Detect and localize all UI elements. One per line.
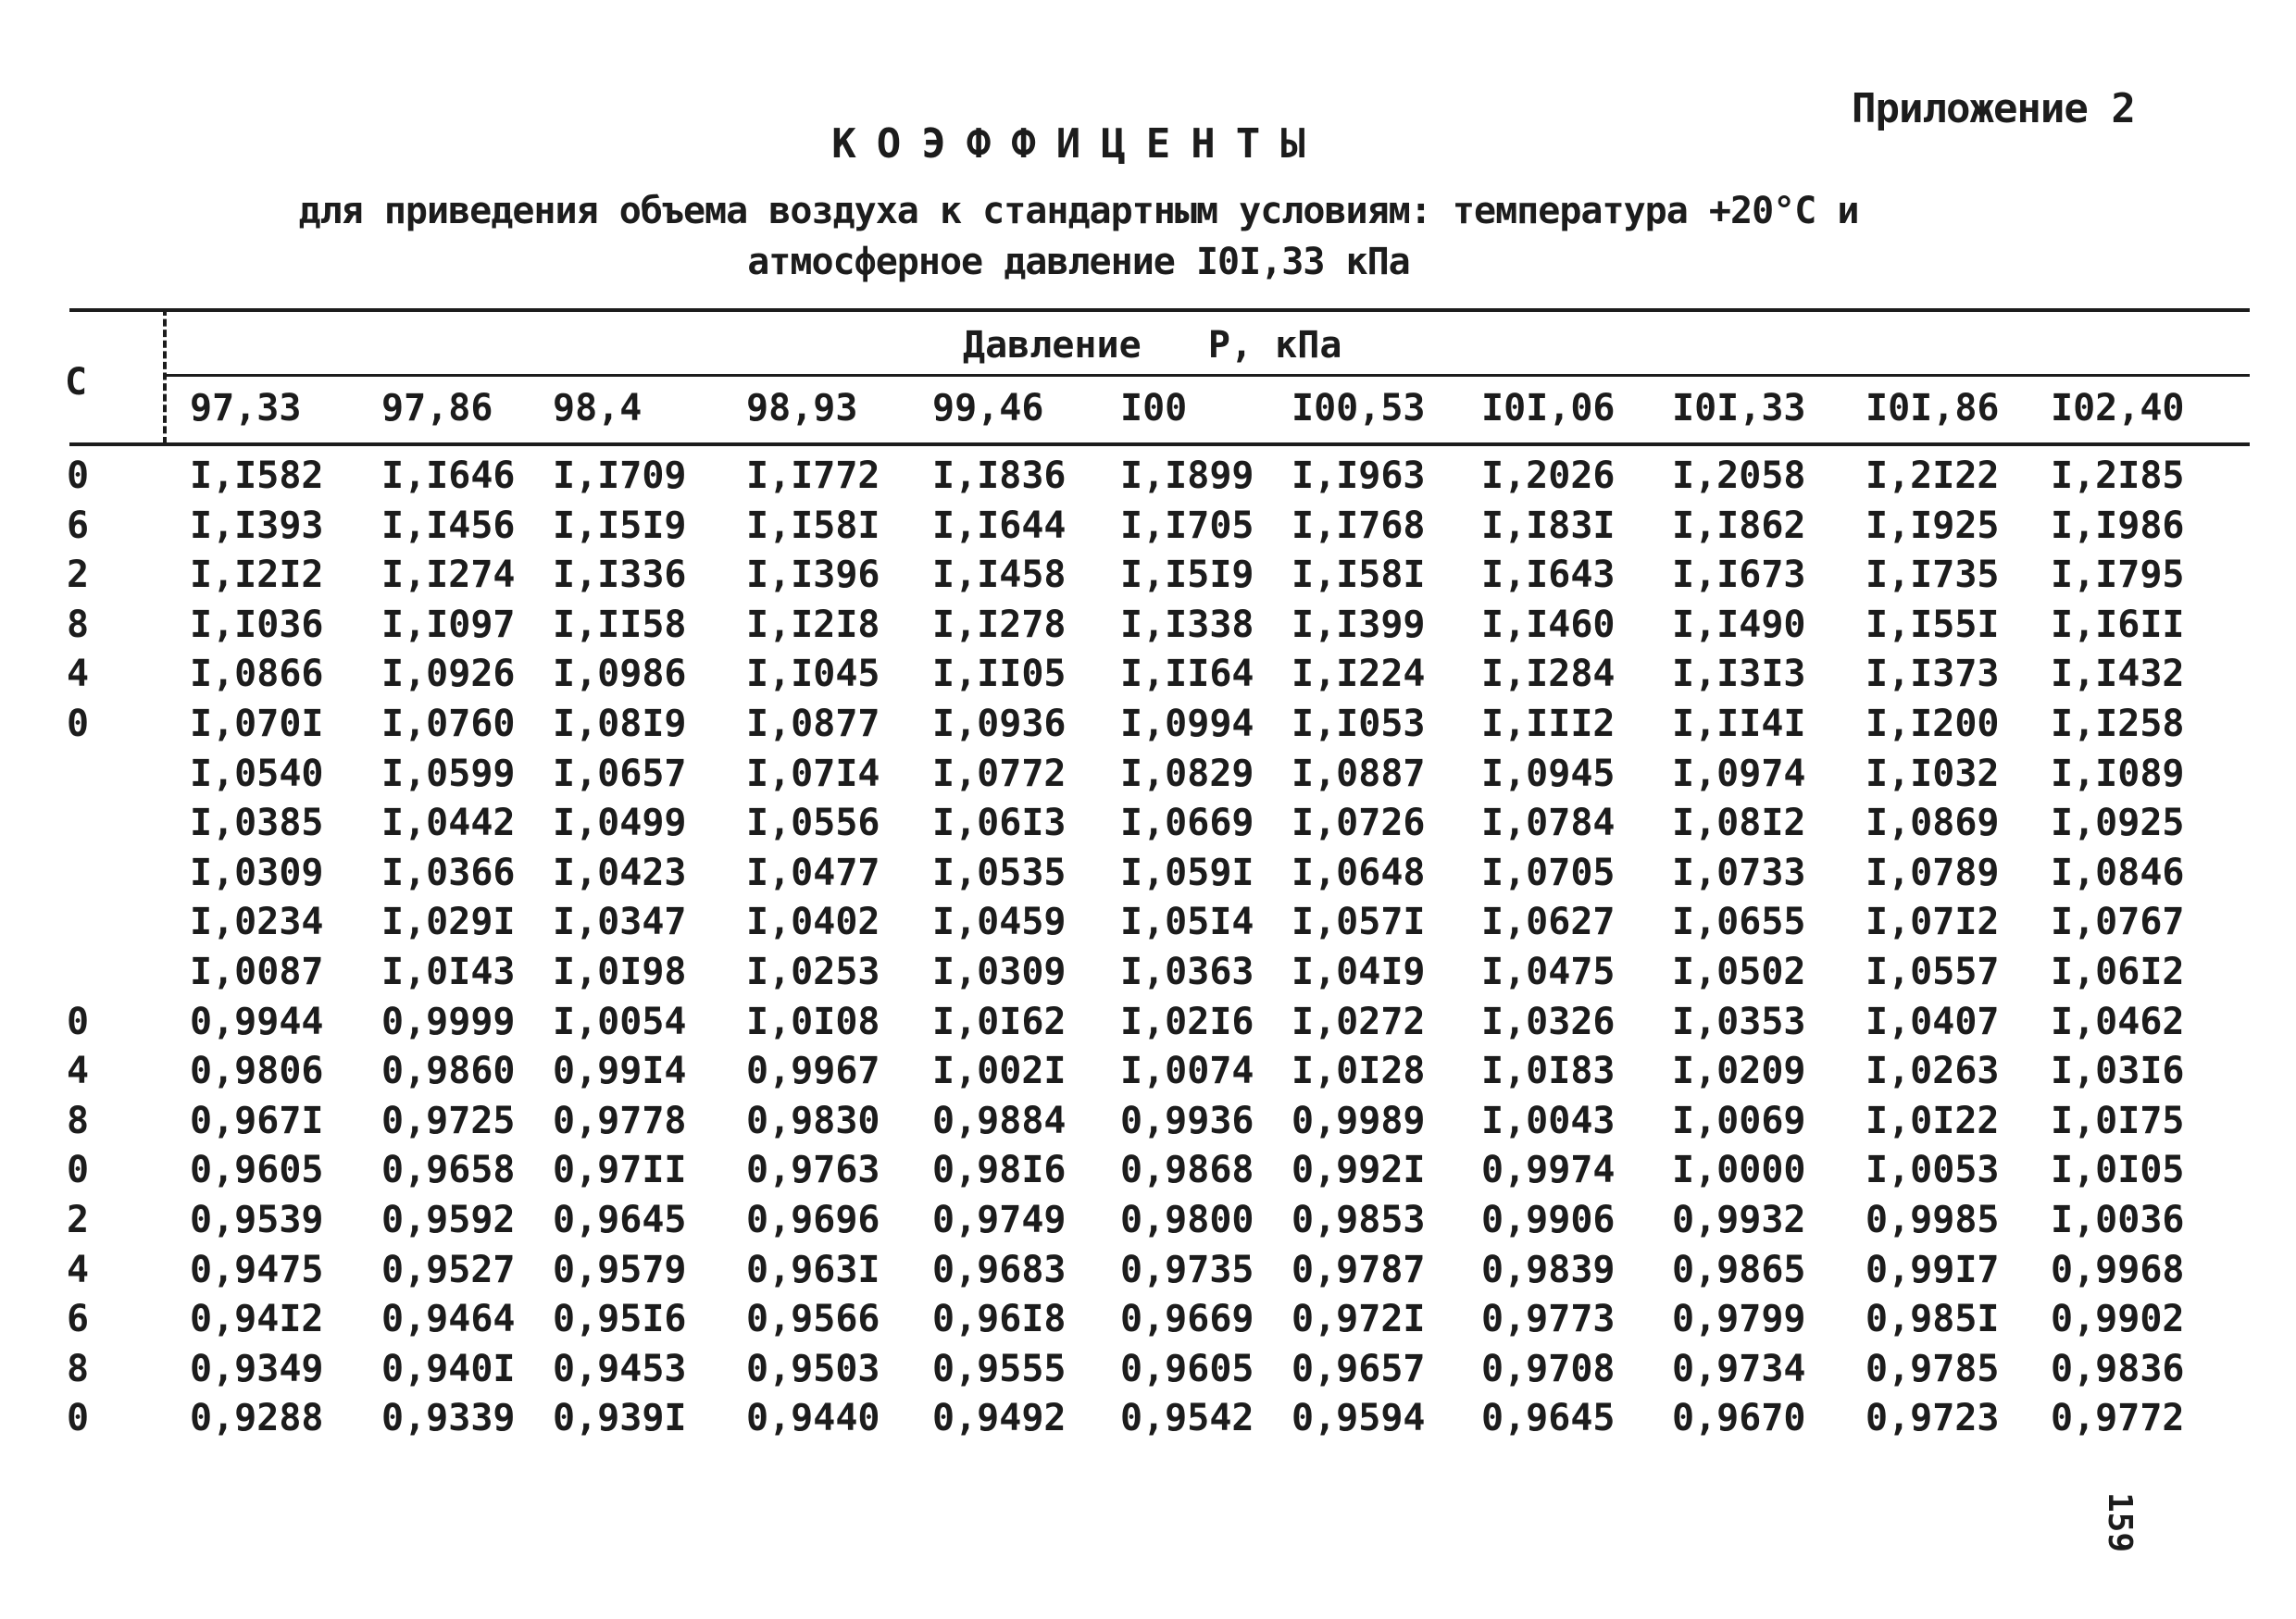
table-cell: I,I393	[190, 504, 324, 547]
table-cell: 0,95I6	[553, 1298, 687, 1341]
table-cell: I,0I98	[553, 951, 687, 993]
table-cell: 0,9645	[1481, 1397, 1616, 1440]
table-cell: I,0087	[190, 951, 324, 993]
table-cell: 0,9749	[932, 1199, 1067, 1241]
table-cell: I,0353	[1672, 1000, 1806, 1043]
table-cell: I,I458	[932, 554, 1067, 597]
column-header: 97,86	[381, 387, 493, 430]
table-cell: 0,9658	[381, 1149, 516, 1192]
table-cell: I,0829	[1120, 752, 1254, 795]
row-temperature-label: 2	[67, 554, 90, 597]
table-cell: I,2058	[1672, 455, 1806, 497]
row-temperature-label: 0	[67, 1149, 90, 1192]
table-cell: 0,9669	[1120, 1298, 1254, 1341]
table-cell: I,I089	[2051, 752, 2185, 795]
table-cell: I,0385	[190, 802, 324, 845]
table-cell: 0,9723	[1866, 1397, 2000, 1440]
table-cell: I,0I43	[381, 951, 516, 993]
table-cell: I,2I22	[1866, 455, 2000, 497]
table-cell: 0,9605	[1120, 1347, 1254, 1390]
table-cell: I,0655	[1672, 901, 1806, 944]
table-cell: I,0054	[553, 1000, 687, 1043]
table-cell: I,0366	[381, 851, 516, 894]
table-cell: I,0462	[2051, 1000, 2185, 1043]
table-cell: I,II58	[553, 603, 687, 646]
table-cell: I,0502	[1672, 951, 1806, 993]
page-number: 159	[2101, 1492, 2139, 1553]
table-cell: I,I224	[1292, 653, 1426, 696]
table-cell: I,0309	[932, 951, 1067, 993]
table-cell: 0,9936	[1120, 1099, 1254, 1142]
table-cell: I,02I6	[1120, 1000, 1254, 1043]
table-cell: 0,94I2	[190, 1298, 324, 1341]
row-temperature-label: 8	[67, 603, 90, 646]
table-cell: I,070I	[190, 703, 324, 745]
table-cell: I,I795	[2051, 554, 2185, 597]
table-cell: I,I899	[1120, 455, 1254, 497]
table-mid-rule	[167, 374, 2250, 377]
table-cell: 0,9944	[190, 1000, 324, 1043]
table-cell: I,0627	[1481, 901, 1616, 944]
table-cell: 0,9696	[746, 1199, 880, 1241]
table-cell: 0,9440	[746, 1397, 880, 1440]
table-cell: 0,9542	[1120, 1397, 1254, 1440]
table-cell: I,II4I	[1672, 703, 1806, 745]
table-cell: I,I55I	[1866, 603, 2000, 646]
table-cell: I,0272	[1292, 1000, 1426, 1043]
table-cell: 0,9555	[932, 1347, 1067, 1390]
table-cell: I,0I28	[1292, 1050, 1426, 1093]
table-cell: I,03I6	[2051, 1050, 2185, 1093]
table-cell: I,0423	[553, 851, 687, 894]
table-cell: 0,9968	[2051, 1248, 2185, 1291]
table-cell: I,06I3	[932, 802, 1067, 845]
table-cell: I,I83I	[1481, 504, 1616, 547]
table-cell: I,I735	[1866, 554, 2000, 597]
pressure-group-header: Давление Р, кПа	[963, 324, 1342, 367]
table-cell: I,I432	[2051, 653, 2185, 696]
table-cell: I,I963	[1292, 455, 1426, 497]
table-cell: 0,9785	[1866, 1347, 2000, 1390]
table-cell: 0,9566	[746, 1298, 880, 1341]
table-cell: I,0363	[1120, 951, 1254, 993]
table-cell: I,0925	[2051, 802, 2185, 845]
table-cell: I,0I22	[1866, 1099, 2000, 1142]
table-cell: I,0253	[746, 951, 880, 993]
table-cell: I,0869	[1866, 802, 2000, 845]
table-cell: 0,9800	[1120, 1199, 1254, 1241]
table-cell: I,0459	[932, 901, 1067, 944]
table-cell: I,2026	[1481, 455, 1616, 497]
table-cell: 0,9902	[2051, 1298, 2185, 1341]
table-cell: I,I278	[932, 603, 1067, 646]
table-cell: I,0772	[932, 752, 1067, 795]
row-temperature-label: 0	[67, 1000, 90, 1043]
table-cell: 0,967I	[190, 1099, 324, 1142]
table-cell: I,0866	[190, 653, 324, 696]
table-cell: 0,9288	[190, 1397, 324, 1440]
table-cell: I,I5I9	[553, 504, 687, 547]
table-cell: I,I460	[1481, 603, 1616, 646]
table-cell: I,III2	[1481, 703, 1616, 745]
table-cell: 0,9683	[932, 1248, 1067, 1291]
table-cell: I,0936	[932, 703, 1067, 745]
table-cell: 0,9735	[1120, 1248, 1254, 1291]
table-cell: 0,9932	[1672, 1199, 1806, 1241]
table-cell: 0,9670	[1672, 1397, 1806, 1440]
table-cell: I,07I2	[1866, 901, 2000, 944]
table-cell: I,029I	[381, 901, 516, 944]
table-cell: I,I5I9	[1120, 554, 1254, 597]
table-cell: I,002I	[932, 1050, 1067, 1093]
table-cell: I,0648	[1292, 851, 1426, 894]
table-cell: I,08I2	[1672, 802, 1806, 845]
table-cell: I,I045	[746, 653, 880, 696]
document-title: КОЭФФИЦЕНТЫ	[831, 120, 1326, 168]
table-cell: I,059I	[1120, 851, 1254, 894]
table-cell: 0,9592	[381, 1199, 516, 1241]
table-cell: I,0309	[190, 851, 324, 894]
table-cell: I,057I	[1292, 901, 1426, 944]
table-cell: I,I646	[381, 455, 516, 497]
row-temperature-label: 6	[67, 1298, 90, 1341]
column-header: I00,53	[1292, 387, 1426, 430]
table-cell: 0,9830	[746, 1099, 880, 1142]
table-cell: I,I643	[1481, 554, 1616, 597]
table-cell: I,0657	[553, 752, 687, 795]
table-cell: I,I258	[2051, 703, 2185, 745]
table-cell: I,0877	[746, 703, 880, 745]
table-cell: I,0760	[381, 703, 516, 745]
row-temperature-label: 8	[67, 1099, 90, 1142]
table-cell: I,04I9	[1292, 951, 1426, 993]
table-cell: I,08I9	[553, 703, 687, 745]
row-temperature-label: 2	[67, 1199, 90, 1241]
table-cell: I,0499	[553, 802, 687, 845]
column-header: I02,40	[2051, 387, 2185, 430]
table-cell: I,I986	[2051, 504, 2185, 547]
table-cell: 0,985I	[1866, 1298, 2000, 1341]
table-cell: I,05I4	[1120, 901, 1254, 944]
table-cell: 0,9657	[1292, 1347, 1426, 1390]
table-cell: I,0669	[1120, 802, 1254, 845]
table-cell: I,0986	[553, 653, 687, 696]
table-cell: 0,98I6	[932, 1149, 1067, 1192]
table-cell: I,I2I2	[190, 554, 324, 597]
table-cell: I,07I4	[746, 752, 880, 795]
table-cell: I,0887	[1292, 752, 1426, 795]
table-cell: 0,96I8	[932, 1298, 1067, 1341]
table-cell: I,0477	[746, 851, 880, 894]
table-cell: 0,9763	[746, 1149, 880, 1192]
column-header: I00	[1120, 387, 1188, 430]
table-cell: I,0540	[190, 752, 324, 795]
table-cell: I,0726	[1292, 802, 1426, 845]
table-cell: I,0994	[1120, 703, 1254, 745]
table-cell: 0,9787	[1292, 1248, 1426, 1291]
table-cell: 0,9708	[1481, 1347, 1616, 1390]
table-cell: 0,9799	[1672, 1298, 1806, 1341]
table-cell: I,0069	[1672, 1099, 1806, 1142]
table-cell: I,0234	[190, 901, 324, 944]
table-cell: I,0043	[1481, 1099, 1616, 1142]
table-cell: I,0209	[1672, 1050, 1806, 1093]
table-cell: 0,9475	[190, 1248, 324, 1291]
table-cell: I,I925	[1866, 504, 2000, 547]
row-temperature-label: 4	[67, 653, 90, 696]
table-column-divider	[163, 308, 167, 444]
table-cell: I,0784	[1481, 802, 1616, 845]
table-cell: I,I6II	[2051, 603, 2185, 646]
table-cell: I,0036	[2051, 1199, 2185, 1241]
table-cell: I,I836	[932, 455, 1067, 497]
table-cell: 0,9579	[553, 1248, 687, 1291]
table-cell: 0,9339	[381, 1397, 516, 1440]
table-cell: I,0535	[932, 851, 1067, 894]
table-cell: I,I705	[1120, 504, 1254, 547]
row-temperature-label: 0	[67, 703, 90, 745]
table-cell: I,0I83	[1481, 1050, 1616, 1093]
table-cell: I,0926	[381, 653, 516, 696]
table-cell: 0,99I4	[553, 1050, 687, 1093]
table-cell: 0,9503	[746, 1347, 880, 1390]
table-cell: 0,9349	[190, 1347, 324, 1390]
subtitle-line-2: атмосферное давление I0I,33 кПа	[747, 241, 1410, 283]
table-cell: 0,9884	[932, 1099, 1067, 1142]
row-temperature-label: 0	[67, 1397, 90, 1440]
subtitle-line-1: для приведения объема воздуха к стандартным условиям: температура +20°С и	[298, 190, 1859, 232]
table-top-rule	[69, 308, 2250, 312]
appendix-label: Приложение 2	[1852, 85, 2135, 132]
table-cell: I,0767	[2051, 901, 2185, 944]
table-cell: 0,9865	[1672, 1248, 1806, 1291]
column-header: I0I,86	[1866, 387, 2000, 430]
column-header: 99,46	[932, 387, 1044, 430]
table-cell: I,0053	[1866, 1149, 2000, 1192]
table-header-bottom-rule	[69, 442, 2250, 446]
table-cell: I,0442	[381, 802, 516, 845]
table-cell: I,0733	[1672, 851, 1806, 894]
table-cell: I,0557	[1866, 951, 2000, 993]
table-cell: I,0I75	[2051, 1099, 2185, 1142]
table-cell: I,I490	[1672, 603, 1806, 646]
table-cell: I,I200	[1866, 703, 2000, 745]
table-cell: 0,9734	[1672, 1347, 1806, 1390]
row-temperature-label: 8	[67, 1347, 90, 1390]
table-cell: I,I373	[1866, 653, 2000, 696]
table-cell: I,I644	[932, 504, 1067, 547]
table-cell: I,0599	[381, 752, 516, 795]
column-header: I0I,06	[1481, 387, 1616, 430]
table-cell: 0,9605	[190, 1149, 324, 1192]
table-cell: 0,9539	[190, 1199, 324, 1241]
row-temperature-label: 4	[67, 1248, 90, 1291]
table-cell: I,I036	[190, 603, 324, 646]
table-cell: 0,9974	[1481, 1149, 1616, 1192]
table-cell: I,0326	[1481, 1000, 1616, 1043]
table-cell: I,I396	[746, 554, 880, 597]
table-cell: I,0I05	[2051, 1149, 2185, 1192]
table-cell: I,0705	[1481, 851, 1616, 894]
table-cell: I,I2I8	[746, 603, 880, 646]
table-cell: 0,9853	[1292, 1199, 1426, 1241]
row-temperature-label: 0	[67, 455, 90, 497]
table-cell: 0,963I	[746, 1248, 880, 1291]
table-cell: I,0347	[553, 901, 687, 944]
column-header: 97,33	[190, 387, 302, 430]
table-cell: 0,97II	[553, 1149, 687, 1192]
table-cell: 0,940I	[381, 1347, 516, 1390]
table-cell: I,I3I3	[1672, 653, 1806, 696]
table-cell: 0,9967	[746, 1050, 880, 1093]
table-cell: 0,9772	[2051, 1397, 2185, 1440]
table-cell: 0,9999	[381, 1000, 516, 1043]
table-cell: I,I399	[1292, 603, 1426, 646]
column-header: 98,4	[553, 387, 643, 430]
table-cell: I,I673	[1672, 554, 1806, 597]
table-cell: I,I284	[1481, 653, 1616, 696]
table-cell: I,0000	[1672, 1149, 1806, 1192]
table-cell: 0,9868	[1120, 1149, 1254, 1192]
table-cell: I,I862	[1672, 504, 1806, 547]
table-cell: 0,9806	[190, 1050, 324, 1093]
table-cell: I,II05	[932, 653, 1067, 696]
table-cell: I,0I62	[932, 1000, 1067, 1043]
table-cell: I,I58I	[1292, 554, 1426, 597]
table-cell: I,0846	[2051, 851, 2185, 894]
table-cell: I,I58I	[746, 504, 880, 547]
table-cell: 0,9839	[1481, 1248, 1616, 1291]
table-cell: 0,9989	[1292, 1099, 1426, 1142]
table-cell: I,I032	[1866, 752, 2000, 795]
table-cell: I,I456	[381, 504, 516, 547]
table-cell: I,II64	[1120, 653, 1254, 696]
column-header: I0I,33	[1672, 387, 1806, 430]
table-cell: 0,9527	[381, 1248, 516, 1291]
table-cell: 0,992I	[1292, 1149, 1426, 1192]
row-temperature-label: 6	[67, 504, 90, 547]
table-cell: 0,9725	[381, 1099, 516, 1142]
row-temperature-label: 4	[67, 1050, 90, 1093]
table-cell: 0,9906	[1481, 1199, 1616, 1241]
temperature-header: С	[65, 361, 88, 404]
table-cell: 0,9836	[2051, 1347, 2185, 1390]
table-cell: 0,9453	[553, 1347, 687, 1390]
table-cell: I,0556	[746, 802, 880, 845]
table-cell: 0,9464	[381, 1298, 516, 1341]
table-cell: I,0945	[1481, 752, 1616, 795]
table-cell: I,0074	[1120, 1050, 1254, 1093]
table-cell: I,0974	[1672, 752, 1806, 795]
table-cell: 0,9645	[553, 1199, 687, 1241]
table-cell: I,I053	[1292, 703, 1426, 745]
table-cell: 0,99I7	[1866, 1248, 2000, 1291]
table-cell: I,0402	[746, 901, 880, 944]
table-cell: 0,972I	[1292, 1298, 1426, 1341]
table-cell: I,I097	[381, 603, 516, 646]
table-cell: I,I772	[746, 455, 880, 497]
table-cell: 0,9860	[381, 1050, 516, 1093]
table-cell: I,0263	[1866, 1050, 2000, 1093]
table-cell: I,I582	[190, 455, 324, 497]
table-cell: I,0789	[1866, 851, 2000, 894]
table-cell: 0,9492	[932, 1397, 1067, 1440]
table-cell: 0,939I	[553, 1397, 687, 1440]
table-cell: I,2I85	[2051, 455, 2185, 497]
table-cell: 0,9773	[1481, 1298, 1616, 1341]
column-header: 98,93	[746, 387, 858, 430]
table-cell: 0,9985	[1866, 1199, 2000, 1241]
table-cell: 0,9778	[553, 1099, 687, 1142]
table-cell: I,I336	[553, 554, 687, 597]
table-cell: I,06I2	[2051, 951, 2185, 993]
table-cell: I,I338	[1120, 603, 1254, 646]
table-cell: I,I768	[1292, 504, 1426, 547]
table-cell: I,0I08	[746, 1000, 880, 1043]
table-cell: 0,9594	[1292, 1397, 1426, 1440]
table-cell: I,0475	[1481, 951, 1616, 993]
table-cell: I,0407	[1866, 1000, 2000, 1043]
table-cell: I,I709	[553, 455, 687, 497]
table-cell: I,I274	[381, 554, 516, 597]
